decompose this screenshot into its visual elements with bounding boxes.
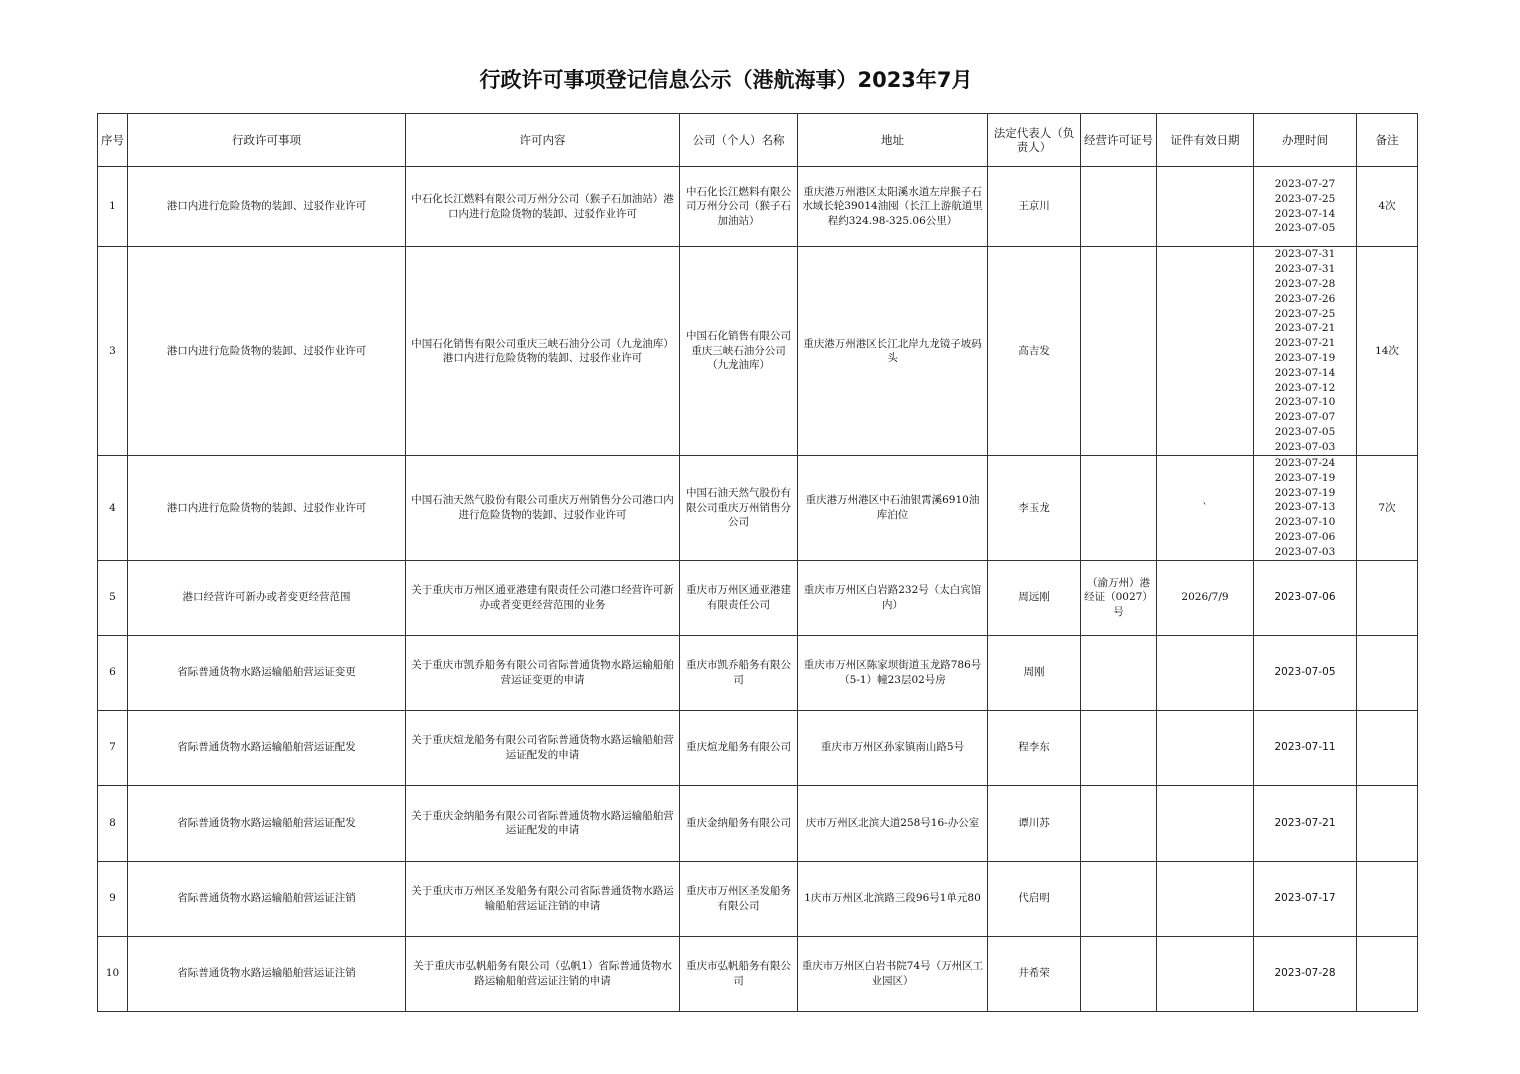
date-entry: 2023-07-21 <box>1274 337 1336 350</box>
cell-note: 7次 <box>1357 456 1418 561</box>
cell-company: 重庆市凯乔船务有限公司 <box>680 635 798 710</box>
permit-table <box>97 113 1418 1012</box>
date-entry: 2023-07-05 <box>1274 425 1336 438</box>
cell-item: 省际普通货物水路运输船舶营运证变更 <box>128 635 406 710</box>
date-entry: 2023-07-24 <box>1274 457 1336 469</box>
cell-license: （渝万州）港经证（0027）号 <box>1081 560 1157 635</box>
cell-item: 港口内进行危险货物的装卸、过驳作业许可 <box>128 167 406 247</box>
date-entry: 2023-07-31 <box>1274 263 1336 276</box>
cell-content: 中国石化销售有限公司重庆三峡石油分公司（九龙油库）港口内进行危险货物的装卸、过驳作业许可 <box>406 247 680 456</box>
cell-validity <box>1157 936 1254 1011</box>
date-entry: 2023-07-25 <box>1274 307 1336 320</box>
cell-no: 10 <box>98 936 128 1011</box>
cell-content: 关于重庆市弘帆船务有限公司（弘帆1）省际普通货物水路运输船舶营运证注销的申请 <box>406 936 680 1011</box>
cell-no: 9 <box>98 861 128 936</box>
date-entry: 2023-07-03 <box>1274 440 1336 453</box>
cell-company: 中石化长江燃料有限公司万州分公司（猴子石加油站） <box>680 167 798 247</box>
cell-company: 重庆市弘帆船务有限公司 <box>680 936 798 1011</box>
cell-note <box>1357 635 1418 710</box>
cell-rep: 周远刚 <box>988 560 1081 635</box>
cell-date: 2023-07-28 <box>1254 936 1357 1011</box>
header-validity: 证件有效日期 <box>1157 114 1254 167</box>
cell-company: 重庆煊龙船务有限公司 <box>680 710 798 785</box>
cell-content: 中石化长江燃料有限公司万州分公司（猴子石加油站）港口内进行危险货物的装卸、过驳作业许可 <box>406 167 680 247</box>
table-row <box>98 456 1418 561</box>
date-entry: 2023-07-03 <box>1274 545 1336 558</box>
date-entry: 2023-07-26 <box>1274 292 1336 305</box>
cell-item: 港口内进行危险货物的装卸、过驳作业许可 <box>128 456 406 561</box>
cell-validity <box>1157 861 1254 936</box>
header-license: 经营许可证号 <box>1081 114 1157 167</box>
cell-date: 2023-07-11 <box>1254 710 1357 785</box>
date-entry: 2023-07-14 <box>1274 366 1336 379</box>
date-entry: 2023-07-07 <box>1274 411 1336 424</box>
cell-validity <box>1157 635 1254 710</box>
cell-item: 省际普通货物水路运输船舶营运证配发 <box>128 710 406 785</box>
date-entry: 2023-07-19 <box>1274 352 1336 364</box>
cell-rep: 程李东 <box>988 710 1081 785</box>
cell-no: 8 <box>98 785 128 861</box>
cell-address: 重庆港万州港区长江北岸九龙镜子坡码头 <box>798 247 988 456</box>
cell-no: 1 <box>98 167 128 247</box>
cell-address: 重庆市万州区陈家坝街道玉龙路786号（5-1）幢23层02号房 <box>798 635 988 710</box>
cell-content: 中国石油天然气股份有限公司重庆万州销售分公司港口内进行危险货物的装卸、过驳作业许可 <box>406 456 680 561</box>
cell-company: 重庆市万州区圣发船务有限公司 <box>680 861 798 936</box>
cell-date: 2023-07-06 <box>1254 560 1357 635</box>
cell-validity <box>1157 710 1254 785</box>
cell-date: 2023-07-17 <box>1254 861 1357 936</box>
cell-note <box>1357 936 1418 1011</box>
header-no: 序号 <box>98 114 128 167</box>
cell-item: 港口内进行危险货物的装卸、过驳作业许可 <box>128 247 406 456</box>
cell-item: 省际普通货物水路运输船舶营运证注销 <box>128 936 406 1011</box>
cell-no: 7 <box>98 710 128 785</box>
cell-note <box>1357 560 1418 635</box>
date-entry: 2023-07-21 <box>1274 322 1336 335</box>
cell-no: 4 <box>98 456 128 561</box>
cell-item: 港口经营许可新办或者变更经营范围 <box>128 560 406 635</box>
cell-rep: 王京川 <box>988 167 1081 247</box>
date-entry: 2023-07-25 <box>1274 192 1336 205</box>
cell-note <box>1357 785 1418 861</box>
table-row <box>98 936 1418 1011</box>
date-entry: 2023-07-10 <box>1274 396 1336 409</box>
table-row <box>98 247 1418 456</box>
cell-license <box>1081 861 1157 936</box>
table-row <box>98 167 1418 247</box>
cell-note: 4次 <box>1357 167 1418 247</box>
date-entry: 2023-07-19 <box>1274 471 1336 484</box>
cell-content: 关于重庆金纳船务有限公司省际普通货物水路运输船舶营运证配发的申请 <box>406 785 680 861</box>
cell-address: 重庆市万州区白岩路232号（太白宾馆内） <box>798 560 988 635</box>
cell-license <box>1081 785 1157 861</box>
cell-content: 关于重庆市万州区通亚港建有限责任公司港口经营许可新办或者变更经营范围的业务 <box>406 560 680 635</box>
date-entry: 2023-07-05 <box>1274 222 1336 235</box>
cell-company: 重庆金纳船务有限公司 <box>680 785 798 861</box>
cell-address: 重庆市万州区孙家镇南山路5号 <box>798 710 988 785</box>
cell-rep: 井希荣 <box>988 936 1081 1011</box>
table-row <box>98 785 1418 861</box>
cell-content: 关于重庆煊龙船务有限公司省际普通货物水路运输船舶营运证配发的申请 <box>406 710 680 785</box>
cell-note <box>1357 861 1418 936</box>
date-entry: 2023-07-13 <box>1274 501 1336 514</box>
cell-rep: 李玉龙 <box>988 456 1081 561</box>
header-address: 地址 <box>798 114 988 167</box>
cell-date: 2023-07-05 <box>1254 635 1357 710</box>
cell-address: 重庆市万州区白岩书院74号（万州区工业园区） <box>798 936 988 1011</box>
cell-license <box>1081 635 1157 710</box>
date-entry: 2023-07-27 <box>1274 177 1336 190</box>
cell-rep: 代启明 <box>988 861 1081 936</box>
cell-no: 3 <box>98 247 128 456</box>
cell-validity <box>1157 167 1254 247</box>
cell-address: 庆市万州区北滨大道258号16-办公室 <box>798 785 988 861</box>
cell-content: 关于重庆市凯乔船务有限公司省际普通货物水路运输船舶营运证变更的申请 <box>406 635 680 710</box>
cell-license <box>1081 247 1157 456</box>
header-item: 行政许可事项 <box>128 114 406 167</box>
cell-address: 重庆港万州港区太阳溪水道左岸猴子石水域长轮39014油囤（长江上游航道里程约324.98-325.06公里） <box>798 167 988 247</box>
header-company: 公司（个人）名称 <box>680 114 798 167</box>
table-row <box>98 560 1418 635</box>
cell-address: 重庆港万州港区中石油银霄溪6910油库泊位 <box>798 456 988 561</box>
cell-date: 2023-07-21 <box>1254 785 1357 861</box>
table-row <box>98 635 1418 710</box>
table-row <box>98 710 1418 785</box>
cell-no: 5 <box>98 560 128 635</box>
cell-rep: 谭川苏 <box>988 785 1081 861</box>
cell-validity <box>1157 785 1254 861</box>
cell-company: 重庆市万州区通亚港建有限责任公司 <box>680 560 798 635</box>
date-entry: 2023-07-19 <box>1274 486 1336 499</box>
cell-validity <box>1157 247 1254 456</box>
date-entry: 2023-07-06 <box>1274 530 1336 543</box>
header-rep: 法定代表人（负责人） <box>988 114 1081 167</box>
cell-dates <box>1254 167 1357 247</box>
cell-license <box>1081 167 1157 247</box>
cell-item: 省际普通货物水路运输船舶营运证注销 <box>128 861 406 936</box>
cell-note <box>1357 710 1418 785</box>
cell-content: 关于重庆市万州区圣发船务有限公司省际普通货物水路运输船舶营运证注销的申请 <box>406 861 680 936</box>
cell-rep: 周刚 <box>988 635 1081 710</box>
date-entry: 2023-07-10 <box>1274 516 1336 529</box>
cell-item: 省际普通货物水路运输船舶营运证配发 <box>128 785 406 861</box>
date-entry: 2023-07-31 <box>1274 248 1336 261</box>
header-content: 许可内容 <box>406 114 680 167</box>
cell-note: 14次 <box>1357 247 1418 456</box>
cell-rep: 高吉发 <box>988 247 1081 456</box>
document-title: 行政许可事项登记信息公示（港航海事）2023年7月 <box>479 68 973 92</box>
cell-address: 1庆市万州区北滨路三段96号1单元80 <box>798 861 988 936</box>
header-row <box>98 114 1418 167</box>
cell-validity: 2026/7/9 <box>1157 560 1254 635</box>
cell-company: 中国石油天然气股份有限公司重庆万州销售分公司 <box>680 456 798 561</box>
date-entry: 2023-07-14 <box>1274 207 1336 220</box>
cell-no: 6 <box>98 635 128 710</box>
cell-license <box>1081 456 1157 561</box>
header-note: 备注 <box>1357 114 1418 167</box>
date-entry: 2023-07-12 <box>1274 381 1336 394</box>
date-entry: 2023-07-28 <box>1274 278 1336 291</box>
cell-license <box>1081 710 1157 785</box>
table-row <box>98 861 1418 936</box>
cell-company: 中国石化销售有限公司重庆三峡石油分公司（九龙油库） <box>680 247 798 456</box>
cell-validity: ` <box>1157 456 1254 561</box>
cell-dates <box>1254 456 1357 561</box>
cell-dates <box>1254 247 1357 456</box>
header-date: 办理时间 <box>1254 114 1357 167</box>
cell-license <box>1081 936 1157 1011</box>
